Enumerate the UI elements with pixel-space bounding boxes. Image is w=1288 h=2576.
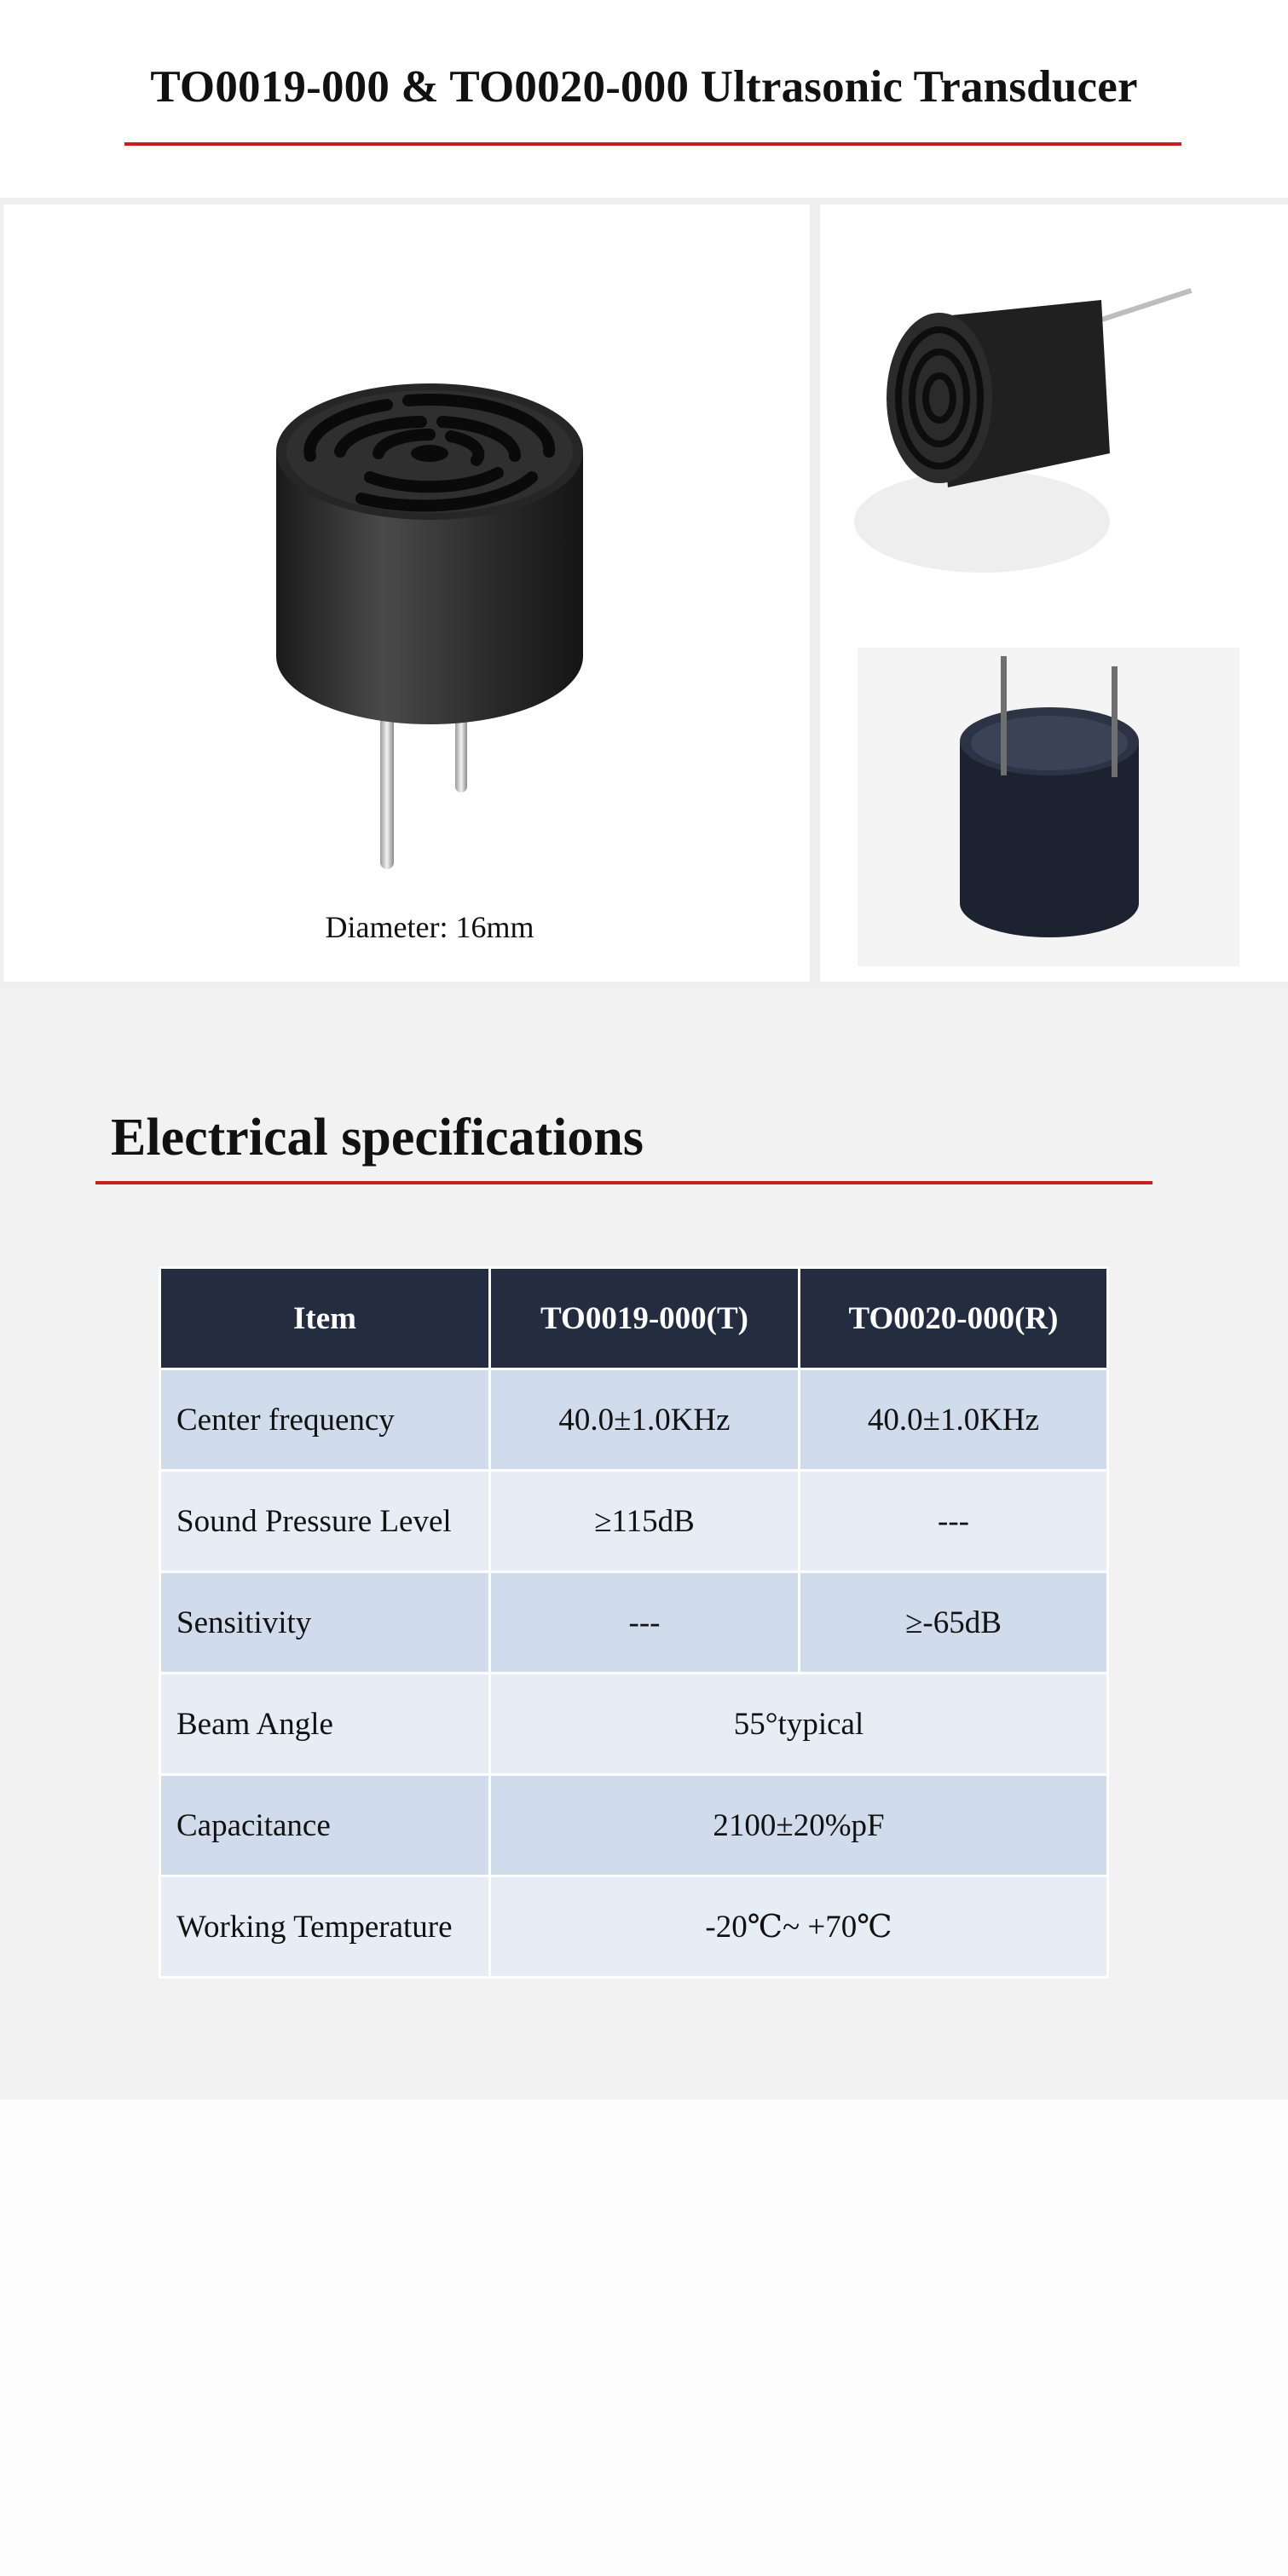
specs-divider: [95, 1181, 1152, 1184]
transducer-angled-image: [854, 266, 1195, 583]
row-label: Capacitance: [160, 1775, 490, 1876]
shared-value: -20℃~ +70℃: [490, 1876, 1108, 1978]
column-header-item: Item: [160, 1268, 490, 1369]
specs-title: Electrical specifications: [111, 1109, 644, 1167]
specs-section: [0, 988, 1288, 2100]
transmitter-value: 40.0±1.0KHz: [490, 1369, 800, 1471]
title-divider: [124, 142, 1181, 146]
table-row: [160, 1471, 1108, 1572]
diameter-caption: Diameter: 16mm: [325, 910, 534, 944]
row-label: Sound Pressure Level: [160, 1471, 490, 1572]
row-label: Center frequency: [160, 1369, 490, 1471]
table-row: [160, 1572, 1108, 1674]
row-label: Beam Angle: [160, 1674, 490, 1775]
transmitter-value: ---: [490, 1572, 800, 1674]
transmitter-value: ≥115dB: [490, 1471, 800, 1572]
row-label: Sensitivity: [160, 1572, 490, 1674]
receiver-value: ≥-65dB: [800, 1572, 1108, 1674]
shared-value: 2100±20%pF: [490, 1775, 1108, 1876]
receiver-value: 40.0±1.0KHz: [800, 1369, 1108, 1471]
spec-table: [159, 1266, 1109, 1979]
table-header-row: [160, 1268, 1108, 1369]
row-label: Working Temperature: [160, 1876, 490, 1978]
receiver-value: ---: [800, 1471, 1108, 1572]
page-title: TO0019-000 & TO0020-000 Ultrasonic Transducer: [150, 62, 1138, 112]
column-header-transmitter: TO0019-000(T): [490, 1268, 800, 1369]
page-footer-space: [0, 2100, 1288, 2576]
main-product-panel: [3, 205, 810, 982]
table-row: [160, 1369, 1108, 1471]
column-header-receiver: TO0020-000(R): [800, 1268, 1108, 1369]
page-header: [0, 0, 1288, 198]
shared-value: 55°typical: [490, 1674, 1108, 1775]
transducer-front-image: [259, 375, 600, 903]
table-row: [160, 1876, 1108, 1978]
table-row: [160, 1674, 1108, 1775]
table-row: [160, 1775, 1108, 1876]
side-product-panel: [820, 205, 1288, 982]
transducer-back-image: [858, 648, 1239, 966]
product-gallery: [0, 198, 1288, 988]
